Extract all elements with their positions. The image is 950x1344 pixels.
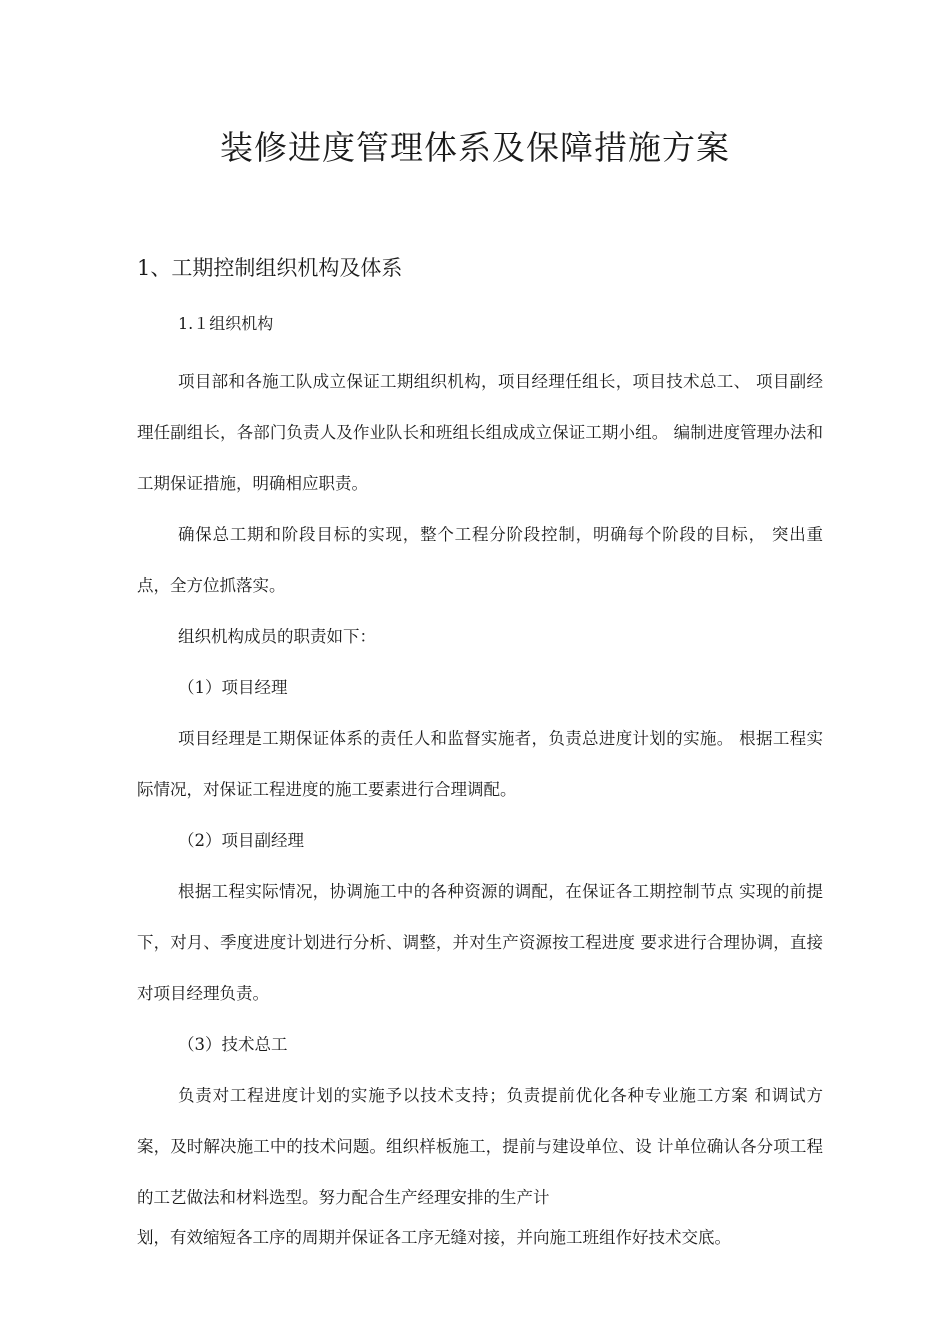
- role-description-continued: 划，有效缩短各工序的周期并保证各工序无缝对接，并向施工班组作好技术交底。: [137, 1228, 731, 1247]
- section-heading: 1、工期控制组织机构及体系: [137, 256, 403, 280]
- paragraph: 确保总工期和阶段目标的实现，整个工程分阶段控制，明确每个阶段的目标， 突出重点，全方位抓落实。: [137, 525, 823, 595]
- role-description: 负责对工程进度计划的实施予以技术支持；负责提前优化各种专业施工方案 和调试方案，及时解决施工中的技术问题。组织样板施工，提前与建设单位、设 计单位确认各分项工程的工艺做法和材料选型。努力配合生产经理安排的生产计: [137, 1086, 823, 1207]
- role-description: 根据工程实际情况，协调施工中的各种资源的调配，在保证各工期控制节点 实现的前提下，对月、季度进度计划进行分析、调整，并对生产资源按工程进度 要求进行合理协调，直接对项目经理负责。: [137, 882, 823, 1003]
- paragraph: 项目部和各施工队成立保证工期组织机构，项目经理任组长，项目技术总工、 项目副经理任副组长，各部门负责人及作业队长和班组长组成成立保证工期小组。 编制进度管理办法和工期保证措施，明确相应职责。: [137, 372, 823, 493]
- paragraph: 组织机构成员的职责如下：: [178, 627, 376, 646]
- role-label-deputy-manager: （2）项目副经理: [178, 831, 304, 850]
- role-label-technical-chief: （3）技术总工: [178, 1035, 288, 1054]
- subsection-heading: 1.１组织机构: [178, 314, 274, 333]
- document-body: [137, 356, 823, 1253]
- role-description: 项目经理是工期保证体系的责任人和监督实施者，负责总进度计划的实施。 根据工程实际情况，对保证工程进度的施工要素进行合理调配。: [137, 729, 823, 799]
- document-title: 装修进度管理体系及保障措施方案: [220, 128, 730, 167]
- role-label-project-manager: （1）项目经理: [178, 678, 288, 697]
